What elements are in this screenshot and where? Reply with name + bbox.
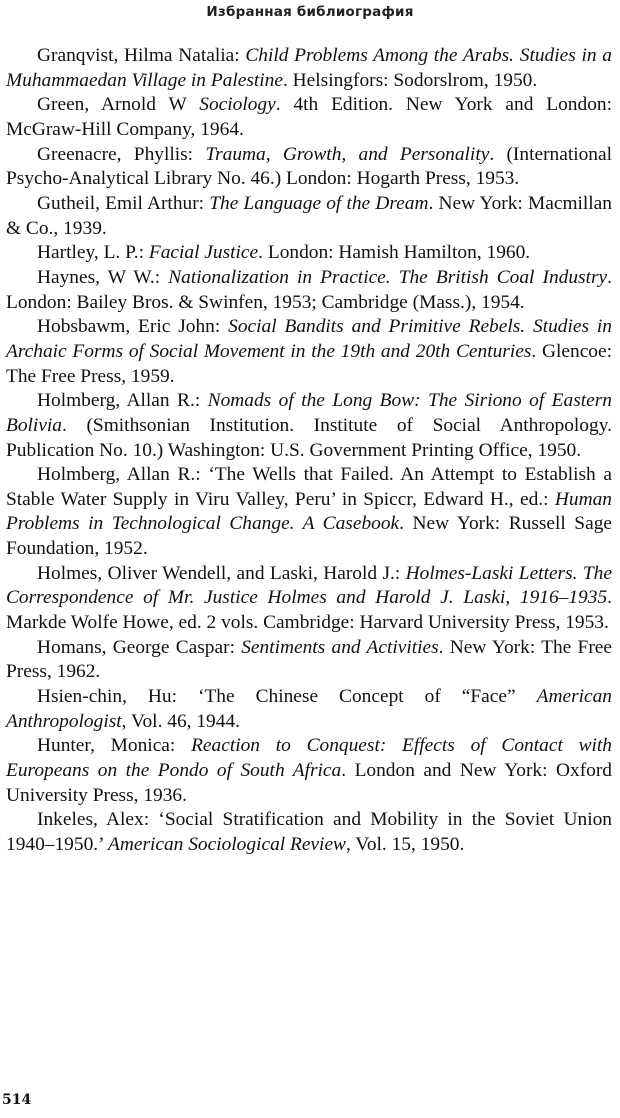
entry-author: Holmberg, Allan R.: <box>37 390 208 412</box>
bibliography-entry <box>6 93 612 142</box>
entry-publication: . London and New York: Oxford University Press, 1936. <box>6 760 612 806</box>
entry-title: Child Problems Among the Arabs. Studies in a Muhammaedan Village in Palestine <box>6 45 612 91</box>
bibliography-entry <box>6 636 612 685</box>
entry-title: Social Bandits and Primitive Rebels. Studies in Archaic Forms of Social Movement in the 19th and 20th Centuries <box>6 316 612 362</box>
entry-title: Reaction to Conquest: Effects of Contact with Europeans on the Pondo of South Africa <box>6 735 612 782</box>
bibliography-entry <box>6 808 612 857</box>
running-header: Избранная библиография <box>206 4 414 20</box>
entry-author: Haynes, W W.: <box>37 266 169 288</box>
bibliography-entry <box>6 241 612 266</box>
entry-title: Nationalization in Practice. The British Coal Industry <box>168 266 608 288</box>
bibliography-entry <box>6 685 612 734</box>
bibliography-entry <box>6 266 612 315</box>
entry-author: Holmberg, Allan R.: ‘The Wells that Failed. An Attempt to Establish a Stable Water Supply in Viru Valley, Peru’ in Spiccr, Edward H., ed.: <box>6 464 612 510</box>
entry-author: Homans, George Caspar: <box>37 636 242 658</box>
bibliography-entry <box>6 315 612 389</box>
bibliography-entry <box>6 562 612 636</box>
entry-title: Facial Justice <box>148 242 259 264</box>
entry-publication: , Vol. 46, 1944. <box>121 710 240 732</box>
bibliography-entry <box>6 143 612 192</box>
bibliography-entry <box>6 389 612 463</box>
entry-author: Hsien-chin, Hu: ‘The Chinese Concept of “Face” <box>37 686 537 708</box>
entry-title: The Language of the Dream <box>209 192 429 214</box>
bibliography-list <box>6 44 612 858</box>
bibliography-entry <box>6 192 612 241</box>
entry-author: Inkeles, Alex: ‘Social Stratification and Mobility in the Soviet Union 1940–1950.’ <box>6 809 612 855</box>
entry-author: Hartley, L. P.: <box>37 242 149 264</box>
entry-title: American Sociological Review <box>107 834 346 855</box>
entry-author: Granqvist, Hilma Natalia: <box>37 45 246 66</box>
entry-title: Trauma, Growth, and Personality <box>205 143 490 165</box>
entry-title: American Anthropologist <box>6 686 612 732</box>
entry-publication: . New York: The Free Press, 1962. <box>6 636 612 683</box>
entry-title: Holmes-Laski Letters. The Correspondence of Mr. Justice Holmes and Harold J. Laski, 1916–1935 <box>6 562 612 609</box>
entry-author: Holmes, Oliver Wendell, and Laski, Harold J.: <box>37 562 406 584</box>
entry-author: Hunter, Monica: <box>37 735 192 757</box>
bibliography-entry <box>6 734 612 808</box>
entry-author: Hobsbawm, Eric John: <box>37 316 229 338</box>
entry-title: Sociology <box>199 94 276 116</box>
entry-publication: , Vol. 15, 1950. <box>345 834 465 855</box>
bibliography-entry <box>6 44 612 93</box>
entry-publication: . (Smithsonian Institution. Institute of Social Anthropology. Publication No. 10.) Washington: U.S. Government Printing Office, 1950. <box>6 414 612 461</box>
entry-publication: . Glencoe: The Free Press, 1959. <box>6 340 612 387</box>
entry-title: Sentiments and Activities <box>241 636 439 658</box>
entry-publication: . New York: Macmillan & Co., 1939. <box>6 192 612 239</box>
entry-author: Greenacre, Phyllis: <box>37 143 206 165</box>
entry-publication: . Markde Wolfe Howe, ed. 2 vols. Cambridge: Harvard University Press, 1953. <box>6 587 612 634</box>
entry-author: Green, Arnold W <box>37 94 200 116</box>
entry-author: Gutheil, Emil Arthur: <box>37 192 210 214</box>
entry-publication: . (International Psycho-Analytical Library No. 46.) London: Hogarth Press, 1953. <box>6 143 612 190</box>
entry-title: Nomads of the Long Bow: The Siriono of Eastern Bolivia <box>6 390 612 436</box>
entry-publication: . 4th Edition. New York and London: McGraw-Hill Company, 1964. <box>6 94 612 140</box>
entry-publication: . New York: Russell Sage Foundation, 1952. <box>6 513 612 560</box>
entry-title: Human Problems in Technological Change. A Casebook <box>6 488 612 535</box>
entry-publication: . London: Hamish Hamilton, 1960. <box>258 242 531 264</box>
entry-publication: . London: Bailey Bros. & Swinfen, 1953; Cambridge (Mass.), 1954. <box>6 266 612 313</box>
entry-publication: . Helsingfors: Sodorslrom, 1950. <box>282 69 538 91</box>
page-number: 514 <box>2 1092 32 1108</box>
bibliography-entry <box>6 463 612 562</box>
